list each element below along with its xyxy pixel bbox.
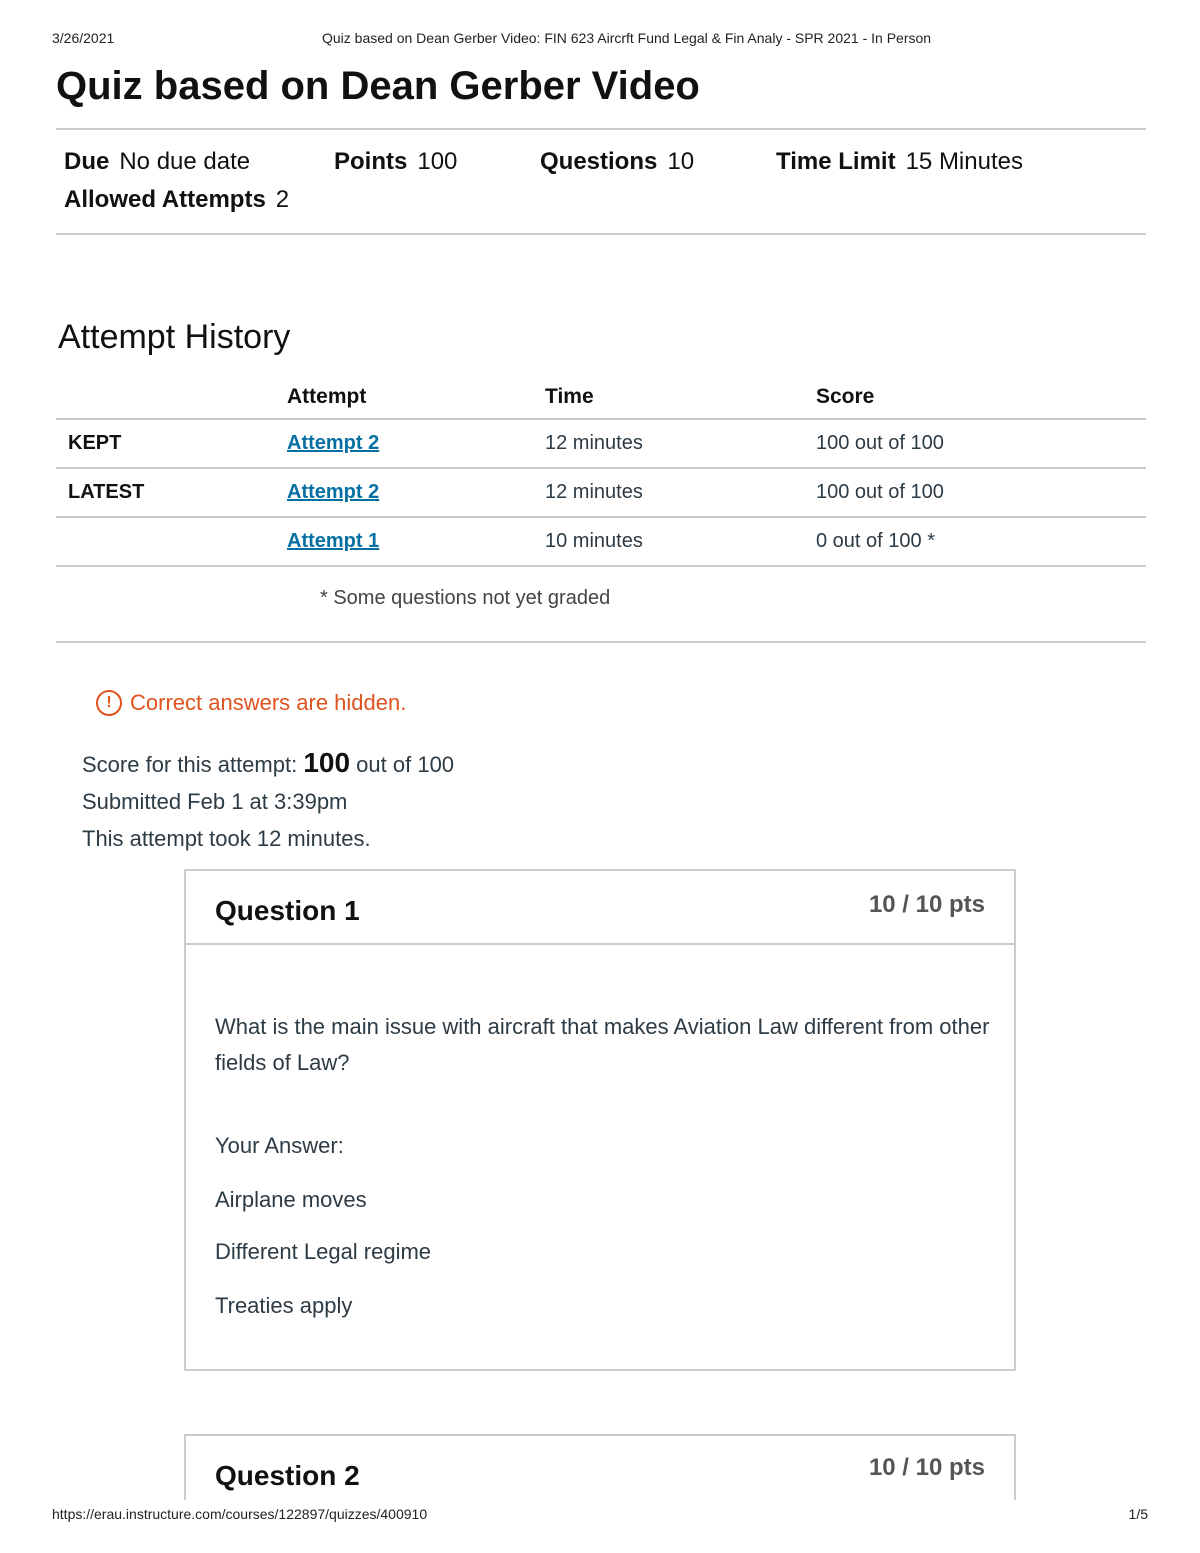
question-text: What is the main issue with aircraft that makes Aviation Law different from other fields of Law? [215,1014,990,1075]
answer-text: Different Legal regime [215,1239,432,1264]
question-header [186,871,1014,945]
questions-detail [540,148,694,176]
attempt-summary [82,744,454,857]
attempts-label: Allowed Attempts [64,186,266,213]
page-number: 1/5 [1128,1506,1148,1522]
attempt-history-table [56,376,1146,567]
print-date: 3/26/2021 [52,30,115,46]
attempt-link[interactable]: Attempt 2 [287,432,380,454]
points-label: Points [334,148,408,175]
row-label: LATEST [56,468,287,517]
print-header [52,30,1148,48]
points-value: 100 [417,148,458,175]
table-header-empty [56,376,287,419]
due-detail [64,148,250,176]
question-header [186,1436,1014,1508]
answer-text: Treaties apply [215,1293,353,1318]
attempt-time: 10 minutes [545,517,816,566]
time-limit-label: Time Limit [776,148,896,175]
attempts-detail [64,186,289,214]
quiz-details [64,148,1124,224]
correct-answers-hidden-notice [96,690,406,716]
table-row [56,419,1146,468]
table-header-time: Time [545,376,816,419]
question-card [184,869,1016,1371]
question-points: 10 / 10 pts [868,1454,985,1481]
divider [56,233,1146,235]
attempt-link[interactable]: Attempt 2 [287,481,380,503]
question-name: Question 1 [215,895,360,926]
exclamation-circle-icon: ! [96,690,122,716]
answer-text: Airplane moves [215,1187,367,1212]
questions-label: Questions [540,148,658,175]
score-suffix: out of 100 [356,752,455,777]
due-label: Due [64,148,110,175]
divider [56,128,1146,130]
your-answer-label: Your Answer: [215,1133,344,1158]
row-label [56,517,287,566]
submitted-time: Submitted Feb 1 at 3:39pm [82,789,348,814]
attempt-score: 100 out of 100 [816,419,1146,468]
table-row [56,517,1146,566]
attempt-duration: This attempt took 12 minutes. [82,826,371,851]
table-header-row [56,376,1146,419]
attempts-value: 2 [275,186,290,213]
divider [56,641,1146,643]
score-value: 100 [303,747,351,778]
attempt-history-title: Attempt History [58,318,291,356]
print-url: https://erau.instructure.com/courses/122897/quizzes/400910 [52,1506,428,1522]
attempt-score: 0 out of 100 * [816,517,1146,566]
grading-footnote: * Some questions not yet graded [320,587,611,609]
time-limit-detail [776,148,1023,176]
due-value: No due date [119,148,251,175]
table-header-attempt: Attempt [287,376,545,419]
print-document-title: Quiz based on Dean Gerber Video: FIN 623 Aircrft Fund Legal & Fin Analy - SPR 2021 - In Person [322,30,932,46]
attempt-time: 12 minutes [545,419,816,468]
question-points: 10 / 10 pts [868,891,985,918]
questions-value: 10 [667,148,695,175]
table-header-score: Score [816,376,1146,419]
print-footer [52,1506,1148,1524]
table-row [56,468,1146,517]
attempt-score: 100 out of 100 [816,468,1146,517]
question-name: Question 2 [215,1460,360,1491]
attempt-time: 12 minutes [545,468,816,517]
question-body [186,945,1014,1371]
notice-text: Correct answers are hidden. [130,690,407,715]
question-card [184,1434,1016,1500]
page-title: Quiz based on Dean Gerber Video [56,64,700,108]
row-label: KEPT [56,419,287,468]
attempt-score-line [82,744,454,783]
time-limit-value: 15 Minutes [905,148,1023,175]
score-prefix: Score for this attempt: [82,752,298,777]
attempt-link[interactable]: Attempt 1 [287,530,380,552]
points-detail [334,148,457,176]
